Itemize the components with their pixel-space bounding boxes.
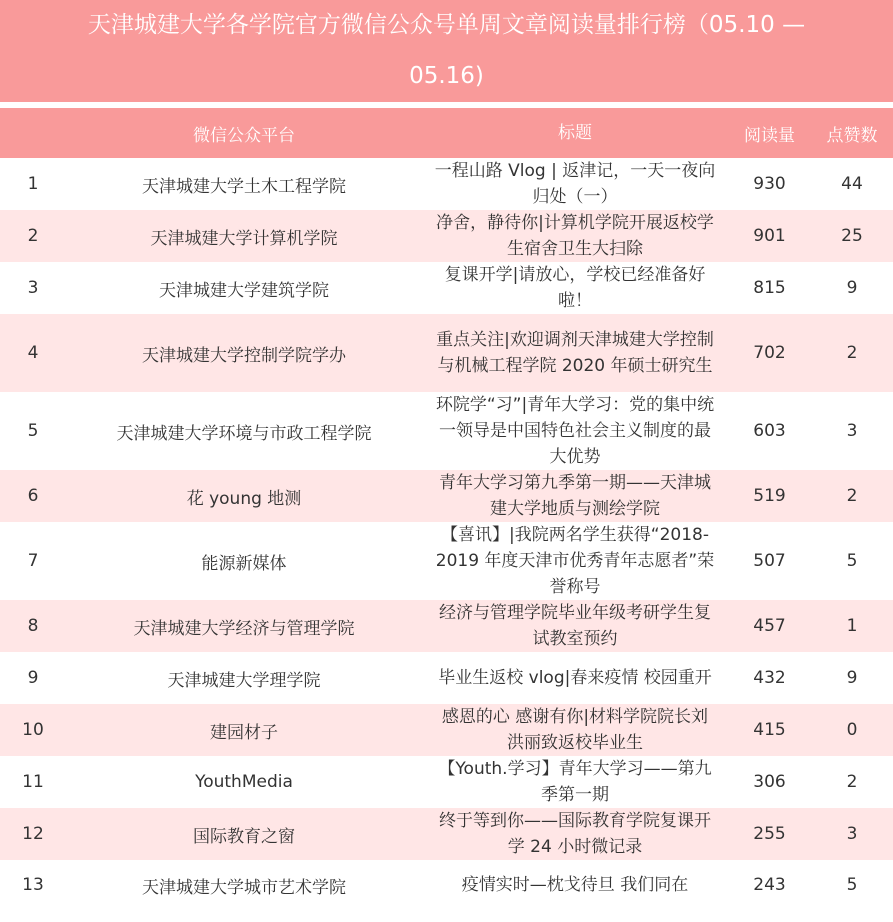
article-title-cell: 经济与管理学院毕业年级考研学生复试教室预约	[439, 603, 711, 649]
article-title-cell: 环院学“习”|青年大学习：党的集中统一领导是中国特色社会主义制度的最大优势	[435, 395, 715, 467]
table-row	[0, 808, 893, 860]
likes-cell: 44	[841, 174, 863, 194]
platform-cell: 能源新媒体	[201, 553, 287, 574]
platform-cell: 建园材子	[210, 722, 278, 743]
platform-cell: 天津城建大学建筑学院	[159, 280, 329, 301]
table-row	[0, 158, 893, 210]
article-title-cell: 疫情实时—枕戈待旦 我们同在	[461, 875, 689, 895]
table-row	[0, 756, 893, 808]
table-row	[0, 470, 893, 522]
rank-cell: 6	[27, 486, 39, 506]
likes-cell: 2	[846, 343, 858, 363]
article-title-cell: 青年大学习第九季第一期——天津城建大学地质与测绘学院	[439, 473, 711, 519]
likes-cell: 9	[846, 668, 858, 688]
likes-cell: 3	[846, 421, 858, 441]
table-row	[0, 262, 893, 314]
reads-cell: 702	[753, 343, 786, 363]
rank-cell: 11	[22, 772, 44, 792]
rank-cell: 3	[27, 278, 39, 298]
rank-cell: 8	[27, 616, 39, 636]
header-platform: 微信公众平台	[193, 125, 295, 146]
likes-cell: 0	[846, 720, 858, 740]
likes-cell: 2	[846, 772, 858, 792]
rank-cell: 4	[27, 343, 39, 363]
reads-cell: 255	[753, 824, 786, 844]
reads-cell: 243	[753, 875, 786, 895]
platform-cell: 天津城建大学环境与市政工程学院	[116, 423, 372, 444]
platform-cell: 天津城建大学理学院	[167, 670, 321, 691]
article-title-cell: 净舍，静待你|计算机学院开展返校学生宿舍卫生大扫除	[436, 213, 714, 259]
header-reads: 阅读量	[744, 125, 795, 146]
article-title-cell: 复课开学|请放心，学校已经准备好啦！	[444, 265, 706, 311]
article-title-cell: 一程山路 Vlog | 返津记，一天一夜向归处（一）	[434, 161, 716, 207]
table-row	[0, 600, 893, 652]
likes-cell: 5	[846, 551, 858, 571]
rank-cell: 1	[27, 174, 39, 194]
header-likes: 点赞数	[826, 125, 878, 146]
ranking-title-line1: 天津城建大学各学院官方微信公众号单周文章阅读量排行榜（05.10 —	[87, 12, 806, 38]
platform-cell: YouthMedia	[195, 772, 293, 792]
article-title-cell: 【喜讯】|我院两名学生获得“2018-2019 年度天津市优秀青年志愿者”荣誉称号	[435, 525, 715, 597]
reads-cell: 306	[753, 772, 786, 792]
platform-cell: 花 young 地测	[186, 488, 302, 509]
platform-cell: 国际教育之窗	[193, 826, 295, 847]
table-row	[0, 704, 893, 756]
likes-cell: 5	[846, 875, 858, 895]
rank-cell: 12	[22, 824, 44, 844]
ranking-title-line2: 05.16)	[409, 63, 484, 89]
reads-cell: 815	[753, 278, 786, 298]
likes-cell: 25	[841, 226, 863, 246]
article-title-cell: 毕业生返校 vlog|春来疫情 校园重开	[438, 668, 712, 688]
ranking-table	[0, 108, 893, 910]
article-title-cell: 感恩的心 感谢有你|材料学院院长刘洪丽致返校毕业生	[441, 707, 709, 753]
table-row	[0, 652, 893, 704]
rank-cell: 9	[27, 668, 39, 688]
reads-cell: 507	[753, 551, 786, 571]
table-row	[0, 392, 893, 470]
ranking-title-banner	[0, 0, 893, 102]
reads-cell: 519	[753, 486, 786, 506]
rank-cell: 5	[27, 421, 39, 441]
platform-cell: 天津城建大学计算机学院	[150, 228, 338, 249]
table-header-row	[0, 108, 893, 158]
article-title-cell: 重点关注|欢迎调剂天津城建大学控制与机械工程学院 2020 年硕士研究生	[436, 330, 714, 376]
table-row	[0, 522, 893, 600]
table-row	[0, 210, 893, 262]
article-title-cell: 【Youth.学习】青年大学习——第九季第一期	[438, 759, 712, 805]
table-row	[0, 860, 893, 910]
article-title-cell: 终于等到你——国际教育学院复课开学 24 小时微记录	[439, 811, 711, 857]
likes-cell: 2	[846, 486, 858, 506]
rank-cell: 7	[27, 551, 39, 571]
likes-cell: 1	[846, 616, 858, 636]
rank-cell: 13	[22, 875, 44, 895]
platform-cell: 天津城建大学土木工程学院	[142, 176, 346, 197]
likes-cell: 3	[846, 824, 858, 844]
header-title: 标题	[558, 123, 592, 143]
reads-cell: 930	[753, 174, 786, 194]
table-row	[0, 314, 893, 392]
reads-cell: 415	[753, 720, 786, 740]
likes-cell: 9	[846, 278, 858, 298]
platform-cell: 天津城建大学城市艺术学院	[142, 877, 346, 898]
reads-cell: 901	[753, 226, 786, 246]
rank-cell: 10	[22, 720, 44, 740]
platform-cell: 天津城建大学控制学院学办	[142, 345, 346, 366]
reads-cell: 603	[753, 421, 786, 441]
platform-cell: 天津城建大学经济与管理学院	[133, 618, 355, 639]
reads-cell: 432	[753, 668, 786, 688]
reads-cell: 457	[753, 616, 786, 636]
rank-cell: 2	[27, 226, 39, 246]
